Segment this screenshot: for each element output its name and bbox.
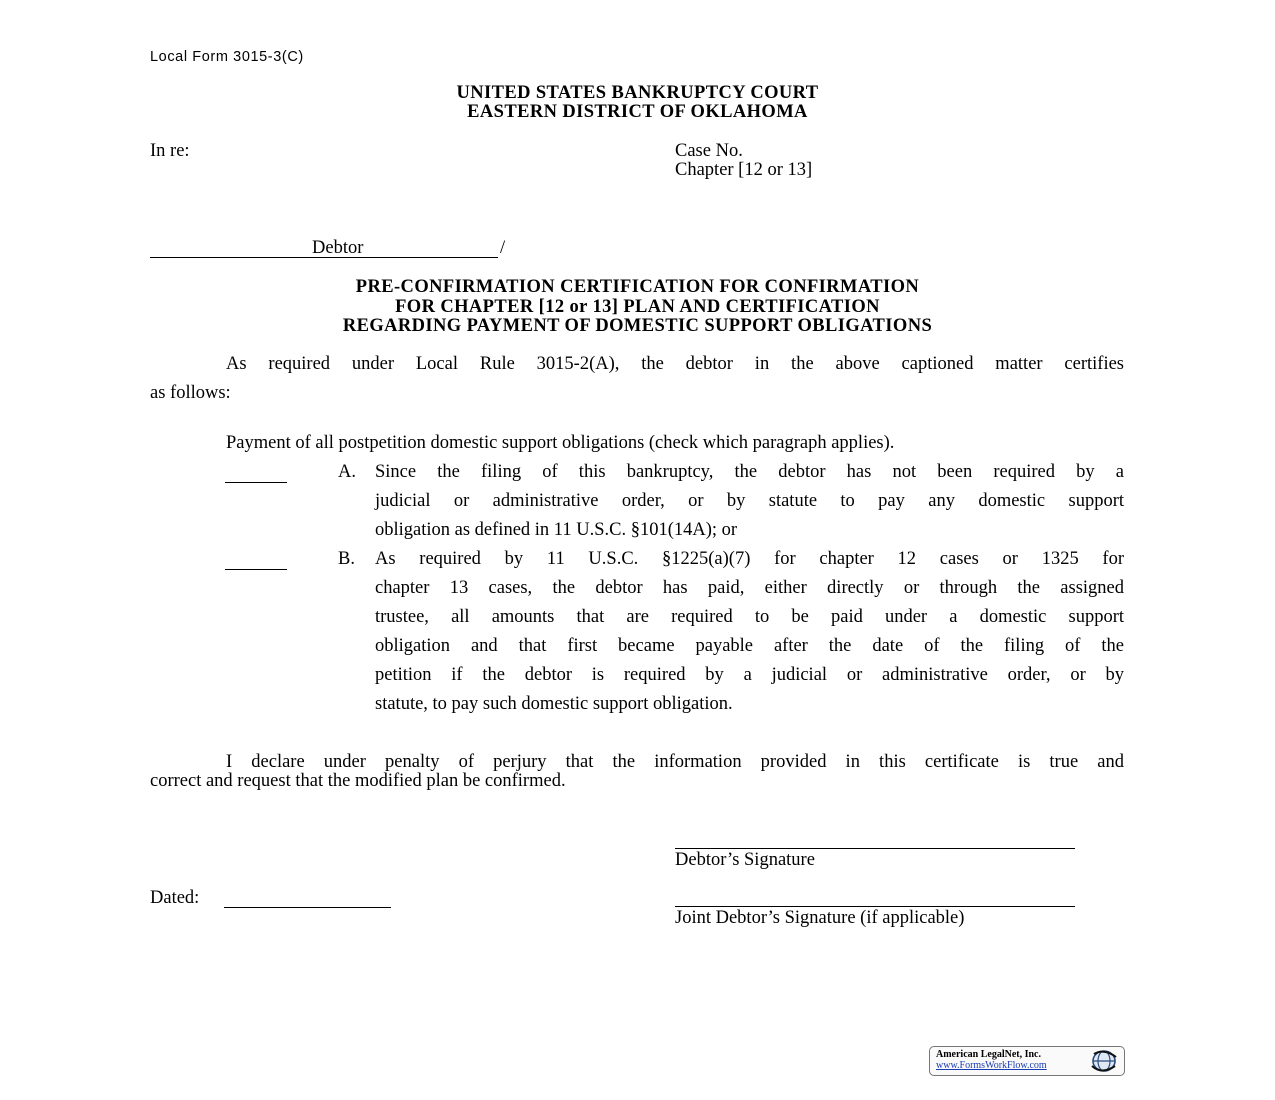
option-a-checkbox-line[interactable]: [225, 482, 287, 483]
chapter-label: Chapter [12 or 13]: [675, 160, 813, 180]
american-legalnet-logo[interactable]: [929, 1046, 1125, 1076]
option-b-text: As required by 11 U.S.C. §1225(a)(7) for chapter 12 cases or 1325 for chapter 13 cases, the debtor has paid, either directly or through the assigned trustee, all amounts that are required to be paid under a domestic support obligation and that first became payable after the date of the filing of the petition if the debtor is required by a judicial or administrative order, or by statute, to pay such domestic support obligation.: [375, 549, 1124, 714]
dated-label: Dated:: [150, 888, 200, 908]
document-title-line2: FOR CHAPTER [12 or 13] PLAN AND CERTIFICATION: [395, 297, 880, 317]
payment-heading: Payment of all postpetition domestic support obligations (check which paragraph applies).: [226, 433, 895, 453]
joint-debtor-signature-label: Joint Debtor’s Signature (if applicable): [675, 908, 965, 928]
globe-icon: [1088, 1049, 1120, 1073]
logo-company-name: American LegalNet, Inc.: [936, 1049, 1041, 1060]
option-a-letter: A.: [338, 462, 356, 482]
option-b-letter: B.: [338, 549, 355, 569]
intro-line1: As required under Local Rule 3015-2(A), the debtor in the above captioned matter certifies: [226, 354, 1124, 374]
debtor-signature-line[interactable]: [675, 848, 1075, 849]
declaration-line2: correct and request that the modified plan be confirmed.: [150, 771, 566, 791]
in-re-label: In re:: [150, 141, 190, 161]
document-title-line1: PRE-CONFIRMATION CERTIFICATION FOR CONFIRMATION: [355, 277, 920, 297]
form-number: Local Form 3015-3(C): [150, 49, 304, 65]
date-line[interactable]: [224, 907, 391, 908]
joint-debtor-signature-line[interactable]: [675, 906, 1075, 907]
option-b-checkbox-line[interactable]: [225, 569, 287, 570]
caption-slash: /: [500, 238, 506, 258]
case-number-label: Case No.: [675, 141, 743, 161]
document-title-line3: REGARDING PAYMENT OF DOMESTIC SUPPORT OBLIGATIONS: [342, 316, 933, 336]
court-name: UNITED STATES BANKRUPTCY COURT: [456, 83, 819, 103]
debtor-signature-label: Debtor’s Signature: [675, 850, 815, 870]
logo-url-link[interactable]: www.FormsWorkFlow.com: [936, 1060, 1047, 1071]
option-a-text: Since the filing of this bankruptcy, the debtor has not been required by a judicial or administrative order, or by statute to pay any domestic support obligation as defined in 11 U.S.C. §101(14A); or: [375, 462, 1124, 540]
intro-line2: as follows:: [150, 383, 231, 403]
declaration-line1: I declare under penalty of perjury that the information provided in this certificate is true and: [226, 752, 1124, 772]
debtor-label: Debtor: [312, 238, 364, 258]
court-district: EASTERN DISTRICT OF OKLAHOMA: [467, 102, 808, 122]
